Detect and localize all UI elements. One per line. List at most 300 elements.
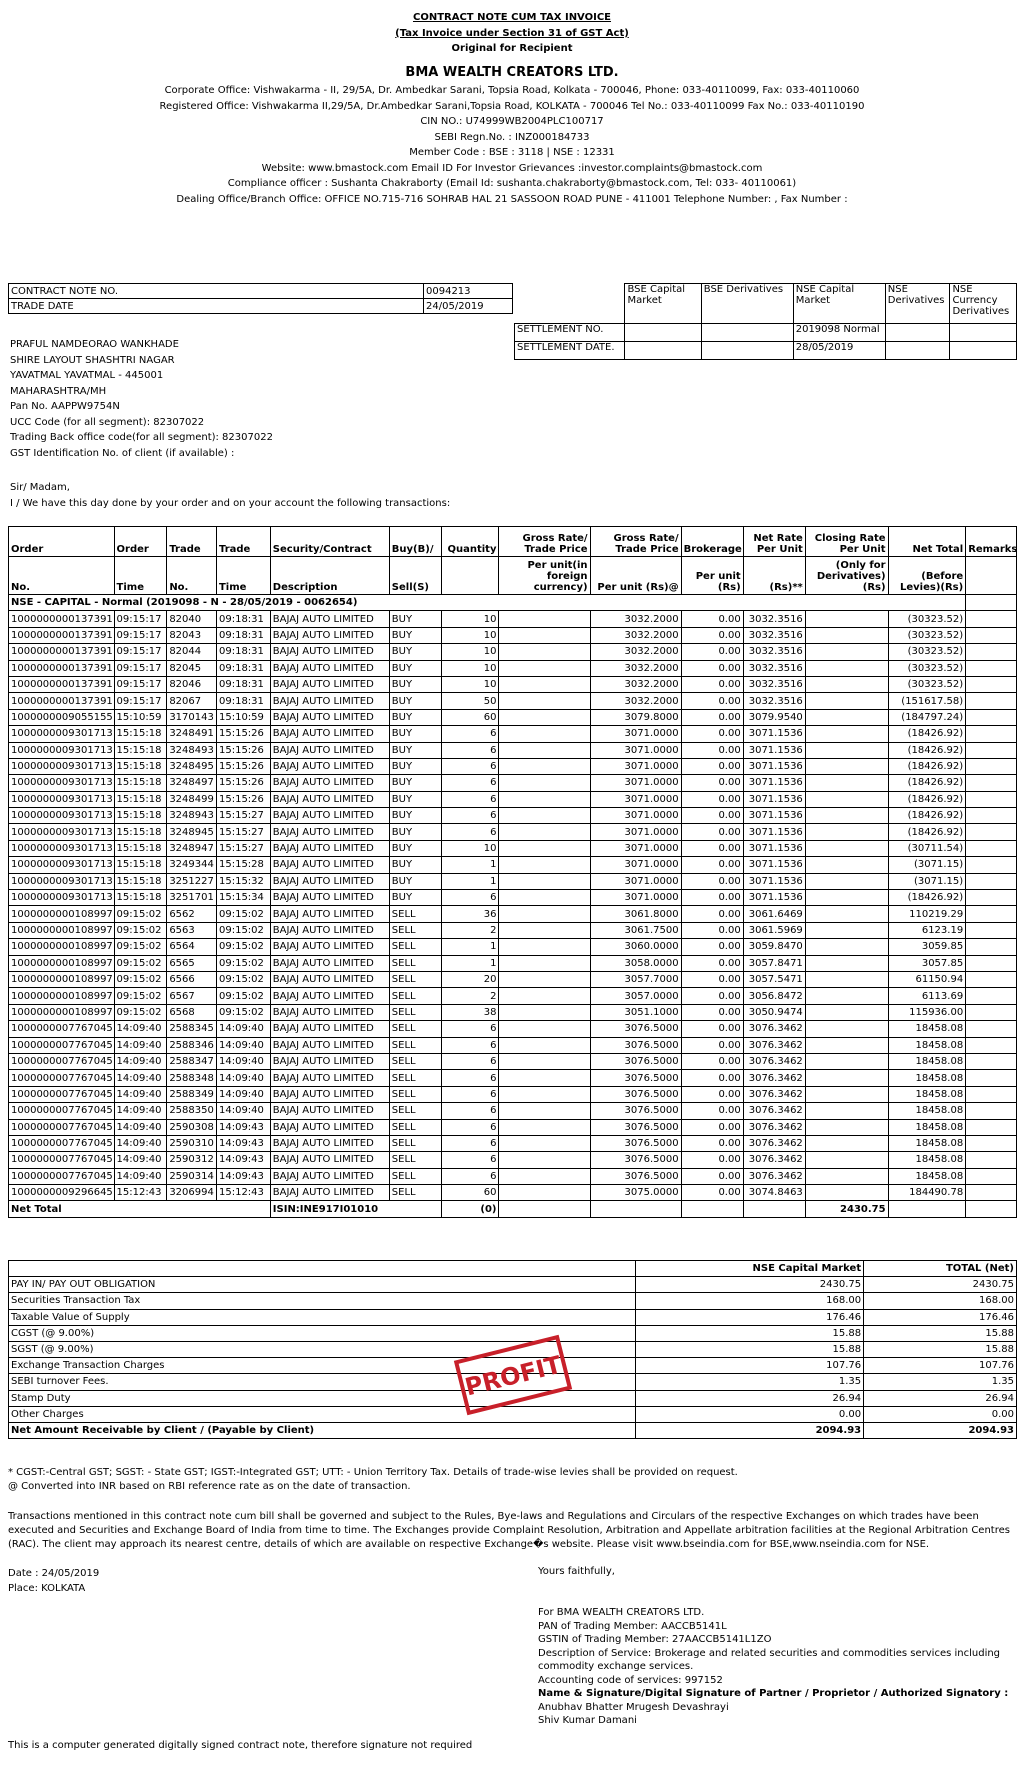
column-subheader [441, 557, 499, 595]
table-cell: SELL [389, 1021, 441, 1037]
contract-note-value: 0094213 [424, 284, 513, 299]
table-cell: 10 [441, 676, 499, 692]
table-cell: 0.00 [681, 971, 743, 987]
table-cell: 0.00 [681, 873, 743, 889]
table-cell-remarks [966, 988, 1017, 1004]
table-cell [805, 1103, 888, 1119]
table-cell [499, 1168, 590, 1184]
column-subheader: (Only for Derivatives) (Rs) [805, 557, 888, 595]
table-row [9, 791, 1017, 807]
table-cell: 1000000007767045 [9, 1135, 115, 1151]
table-cell: 50 [441, 693, 499, 709]
table-cell: 1000000000108997 [9, 1004, 115, 1020]
table-cell [805, 840, 888, 856]
table-cell: 2590312 [167, 1152, 217, 1168]
summary-row [9, 1293, 1017, 1309]
table-cell: 15:15:18 [114, 758, 167, 774]
client-state: MAHARASHTRA/MH [10, 385, 107, 397]
trade-date-value: 24/05/2019 [424, 299, 513, 314]
table-cell [499, 1185, 590, 1201]
table-cell: 1000000000108997 [9, 971, 115, 987]
net-quantity: (0) [441, 1201, 499, 1217]
table-cell: 09:15:02 [114, 922, 167, 938]
table-cell: 2588348 [167, 1070, 217, 1086]
column-header: Gross Rate/ Trade Price [590, 527, 681, 557]
table-cell: BUY [389, 758, 441, 774]
table-cell: 3071.0000 [590, 873, 681, 889]
table-cell-remarks [966, 939, 1017, 955]
table-cell: 14:09:43 [216, 1168, 270, 1184]
table-cell: 3076.3462 [743, 1037, 805, 1053]
table-cell: 3076.5000 [590, 1037, 681, 1053]
table-row [9, 1021, 1017, 1037]
table-cell [805, 922, 888, 938]
column-subheader: No. [9, 557, 115, 595]
table-cell: 1 [441, 939, 499, 955]
table-cell: 0.00 [681, 758, 743, 774]
table-cell: 82045 [167, 660, 217, 676]
table-cell-remarks [966, 1086, 1017, 1102]
table-cell: 1000000007767045 [9, 1053, 115, 1069]
summary-label: SEBI turnover Fees. [9, 1374, 636, 1390]
table-row [9, 1185, 1017, 1201]
table-cell: 14:09:40 [216, 1070, 270, 1086]
column-subheader: (Rs)** [743, 557, 805, 595]
table-cell-remarks [966, 791, 1017, 807]
table-cell: (18426.92) [888, 726, 966, 742]
table-row [9, 971, 1017, 987]
table-cell: 3071.0000 [590, 824, 681, 840]
table-cell: 6 [441, 1152, 499, 1168]
table-row [9, 758, 1017, 774]
table-cell: SELL [389, 1135, 441, 1151]
table-cell: SELL [389, 1168, 441, 1184]
table-cell: 0.00 [681, 709, 743, 725]
empty-cell [590, 1201, 681, 1217]
table-cell: 09:15:02 [216, 988, 270, 1004]
column-subheader: No. [167, 557, 217, 595]
table-cell: 3050.9474 [743, 1004, 805, 1020]
table-cell-remarks [966, 1185, 1017, 1201]
table-cell: 3071.1536 [743, 775, 805, 791]
table-cell: SELL [389, 1152, 441, 1168]
table-cell: 1 [441, 857, 499, 873]
summary-label: Securities Transaction Tax [9, 1293, 636, 1309]
table-cell: 15:15:18 [114, 857, 167, 873]
column-header: Order [9, 527, 115, 557]
table-cell: 0.00 [681, 644, 743, 660]
table-cell: 10 [441, 644, 499, 660]
table-cell: 18458.08 [888, 1135, 966, 1151]
table-cell: BUY [389, 726, 441, 742]
table-cell: BAJAJ AUTO LIMITED [270, 1021, 389, 1037]
table-cell [499, 676, 590, 692]
table-cell: 14:09:40 [114, 1168, 167, 1184]
table-row [9, 824, 1017, 840]
table-cell: 09:18:31 [216, 611, 270, 627]
segment-bse-capital: BSE Capital Market [625, 284, 701, 324]
table-cell: 38 [441, 1004, 499, 1020]
gst-note: * CGST:-Central GST; SGST: - State GST; IGST:-Integrated GST; UTT: - Union Territory Tax. Details of trade-wise levies shall be provided on request. [8, 1467, 738, 1478]
table-cell: 0.00 [681, 1070, 743, 1086]
table-cell [499, 1004, 590, 1020]
column-header: Quantity [441, 527, 499, 557]
table-cell: BAJAJ AUTO LIMITED [270, 824, 389, 840]
footer-date: Date : 24/05/2019 [8, 1568, 100, 1579]
table-cell: 3032.2000 [590, 676, 681, 692]
table-cell [499, 693, 590, 709]
table-cell: 0.00 [681, 939, 743, 955]
table-cell: 6 [441, 726, 499, 742]
summary-total: 15.88 [864, 1341, 1017, 1357]
summary-label: Taxable Value of Supply [9, 1309, 636, 1325]
table-cell: 3071.1536 [743, 873, 805, 889]
summary-row [9, 1325, 1017, 1341]
table-cell: 09:18:31 [216, 676, 270, 692]
table-cell: 14:09:40 [114, 1070, 167, 1086]
table-cell: 3076.5000 [590, 1103, 681, 1119]
table-cell: 3060.0000 [590, 939, 681, 955]
table-cell: 10 [441, 840, 499, 856]
table-cell: 1000000009301713 [9, 824, 115, 840]
table-cell [805, 1185, 888, 1201]
table-cell [805, 955, 888, 971]
summary-total: 2430.75 [864, 1277, 1017, 1293]
table-cell: 1000000009301713 [9, 775, 115, 791]
table-cell: BAJAJ AUTO LIMITED [270, 1103, 389, 1119]
table-cell-remarks [966, 726, 1017, 742]
table-cell [805, 676, 888, 692]
table-cell: 3071.0000 [590, 857, 681, 873]
table-cell: 2588350 [167, 1103, 217, 1119]
table-cell [499, 971, 590, 987]
table-cell: (18426.92) [888, 824, 966, 840]
table-cell: 1000000000137391 [9, 627, 115, 643]
table-cell: 2 [441, 988, 499, 1004]
summary-total: 15.88 [864, 1325, 1017, 1341]
table-cell: 3032.2000 [590, 644, 681, 660]
table-cell: 1000000000108997 [9, 955, 115, 971]
table-row [9, 1168, 1017, 1184]
table-cell: 3251227 [167, 873, 217, 889]
table-cell: 3248499 [167, 791, 217, 807]
table-cell-remarks [966, 955, 1017, 971]
table-cell: 3032.2000 [590, 627, 681, 643]
table-cell: BAJAJ AUTO LIMITED [270, 1037, 389, 1053]
table-cell: BAJAJ AUTO LIMITED [270, 676, 389, 692]
table-cell: 15:15:27 [216, 824, 270, 840]
table-cell: 1000000009301713 [9, 873, 115, 889]
table-cell [499, 1152, 590, 1168]
table-cell: 14:09:40 [114, 1086, 167, 1102]
empty-cell [499, 1201, 590, 1217]
table-cell [499, 644, 590, 660]
table-cell: 15:15:18 [114, 775, 167, 791]
table-cell: BUY [389, 742, 441, 758]
table-row [9, 890, 1017, 906]
table-cell [805, 1086, 888, 1102]
table-cell: 15:15:27 [216, 808, 270, 824]
table-cell: BAJAJ AUTO LIMITED [270, 1152, 389, 1168]
net-amount-nse: 2094.93 [636, 1422, 864, 1438]
table-cell-remarks [966, 676, 1017, 692]
table-cell: 2588347 [167, 1053, 217, 1069]
table-cell: 0.00 [681, 660, 743, 676]
table-cell: 110219.29 [888, 906, 966, 922]
table-cell: (3071.15) [888, 857, 966, 873]
segment-bse-derivatives: BSE Derivatives [701, 284, 793, 324]
summary-row [9, 1309, 1017, 1325]
table-cell: BAJAJ AUTO LIMITED [270, 611, 389, 627]
table-cell: 0.00 [681, 1103, 743, 1119]
table-cell: 6562 [167, 906, 217, 922]
table-row [9, 627, 1017, 643]
column-header: Net Total [888, 527, 966, 557]
inr-note: @ Converted into INR based on RBI reference rate as on the date of transaction. [8, 1481, 411, 1492]
summary-nse: 107.76 [636, 1358, 864, 1374]
table-cell: (30323.52) [888, 644, 966, 660]
table-cell: 3248943 [167, 808, 217, 824]
terms-paragraph: Transactions mentioned in this contract note cum bill shall be governed and subject to the Rules, Bye-laws and Regulations and Circulars of the respective Exchanges on which trades have been executed and Securities and Exchange Board of India from time to time. The Exchanges provide Complaint Resolution, Arbitration and Appellate arbitration facilities at the Regional Arbitration Centres (RAC). The client may approach its nearest centre, details of which are available on respective Exchange�s website. Please visit www.bseindia.com for BSE,www.nseindia.com for NSE. [8, 1511, 1010, 1550]
empty-cell [966, 1201, 1017, 1217]
table-cell [805, 1168, 888, 1184]
table-cell: 36 [441, 906, 499, 922]
summary-row [9, 1406, 1017, 1422]
client-name: PRAFUL NAMDEORAO WANKHADE [10, 339, 179, 350]
table-cell-remarks [966, 824, 1017, 840]
table-cell: 3058.0000 [590, 955, 681, 971]
table-cell: 184490.78 [888, 1185, 966, 1201]
table-cell: 3032.3516 [743, 644, 805, 660]
table-cell: 1000000000137391 [9, 611, 115, 627]
table-cell: 3061.6469 [743, 906, 805, 922]
table-cell: 6566 [167, 971, 217, 987]
table-cell: 1000000000137391 [9, 676, 115, 692]
salutation-line-2: I / We have this day done by your order and on your account the following transactions: [10, 497, 451, 509]
table-cell: 3071.0000 [590, 791, 681, 807]
table-cell: 15:15:18 [114, 742, 167, 758]
table-cell: 6568 [167, 1004, 217, 1020]
table-cell: 6 [441, 1070, 499, 1086]
table-cell: 09:15:17 [114, 627, 167, 643]
date-place [8, 1566, 99, 1596]
copy-label: Original for Recipient [451, 43, 573, 54]
table-cell: SELL [389, 1103, 441, 1119]
table-cell: 15:15:28 [216, 857, 270, 873]
table-cell: 15:15:26 [216, 775, 270, 791]
table-cell-remarks [966, 808, 1017, 824]
column-header: Order [114, 527, 167, 557]
compliance-officer: Compliance officer : Sushanta Chakraborty (Email Id: sushanta.chakraborty@bmastock.com, Tel: 033- 40110061) [227, 178, 797, 189]
table-cell-remarks [966, 840, 1017, 856]
table-cell: 3206994 [167, 1185, 217, 1201]
table-cell: 14:09:43 [216, 1119, 270, 1135]
table-cell: 2588345 [167, 1021, 217, 1037]
table-cell: 14:09:40 [114, 1135, 167, 1151]
table-cell [805, 857, 888, 873]
summary-nse: 2430.75 [636, 1277, 864, 1293]
table-row [9, 1119, 1017, 1135]
table-cell: 6 [441, 1135, 499, 1151]
table-cell: BAJAJ AUTO LIMITED [270, 955, 389, 971]
table-cell [499, 955, 590, 971]
table-cell: 1000000000108997 [9, 922, 115, 938]
table-cell: 3076.3462 [743, 1086, 805, 1102]
table-cell: 09:15:17 [114, 676, 167, 692]
empty-cell [681, 1201, 743, 1217]
column-subheader: Per unit (Rs) [681, 557, 743, 595]
table-cell: 18458.08 [888, 1021, 966, 1037]
table-cell-remarks [966, 1021, 1017, 1037]
table-cell: 0.00 [681, 808, 743, 824]
table-cell: 1000000009301713 [9, 758, 115, 774]
table-cell: 09:15:02 [114, 1004, 167, 1020]
summary-total: 168.00 [864, 1293, 1017, 1309]
table-cell: 3076.3462 [743, 1070, 805, 1086]
table-cell: 3248497 [167, 775, 217, 791]
table-cell: 3032.3516 [743, 660, 805, 676]
table-row [9, 939, 1017, 955]
table-cell: 2588346 [167, 1037, 217, 1053]
table-cell [805, 1037, 888, 1053]
table-cell: BAJAJ AUTO LIMITED [270, 1168, 389, 1184]
table-cell: 14:09:40 [216, 1053, 270, 1069]
client-gst: GST Identification No. of client (if available) : [10, 447, 235, 459]
table-cell: BUY [389, 709, 441, 725]
table-cell: 14:09:40 [114, 1053, 167, 1069]
table-cell: BAJAJ AUTO LIMITED [270, 742, 389, 758]
table-cell: (30323.52) [888, 611, 966, 627]
table-cell [805, 1152, 888, 1168]
column-subheader: Time [216, 557, 270, 595]
table-cell: 0.00 [681, 955, 743, 971]
table-cell: 1000000009301713 [9, 791, 115, 807]
table-cell [499, 840, 590, 856]
summary-total: 176.46 [864, 1309, 1017, 1325]
table-cell: 15:15:18 [114, 840, 167, 856]
table-cell: 3076.5000 [590, 1021, 681, 1037]
table-cell: 2590308 [167, 1119, 217, 1135]
table-cell: 3076.5000 [590, 1053, 681, 1069]
summary-nse: 15.88 [636, 1341, 864, 1357]
summary-nse: 176.46 [636, 1309, 864, 1325]
table-cell: 3076.3462 [743, 1152, 805, 1168]
table-cell: BAJAJ AUTO LIMITED [270, 1070, 389, 1086]
net-total-label: Net Total [9, 1201, 271, 1217]
table-cell: 14:09:40 [216, 1086, 270, 1102]
table-cell: SELL [389, 1070, 441, 1086]
table-cell: 3071.0000 [590, 890, 681, 906]
table-cell: SELL [389, 1086, 441, 1102]
table-row [9, 988, 1017, 1004]
table-cell: 3076.3462 [743, 1021, 805, 1037]
table-cell: 3074.8463 [743, 1185, 805, 1201]
table-cell: 15:15:26 [216, 726, 270, 742]
table-cell: 3076.3462 [743, 1168, 805, 1184]
table-cell: 15:10:59 [216, 709, 270, 725]
table-cell: BAJAJ AUTO LIMITED [270, 1119, 389, 1135]
table-cell: 15:15:34 [216, 890, 270, 906]
table-cell: 0.00 [681, 1152, 743, 1168]
net-amount-label: Net Amount Receivable by Client / (Payable by Client) [9, 1422, 636, 1438]
table-cell: 15:15:26 [216, 758, 270, 774]
section-remarks [966, 595, 1017, 611]
table-cell: 0.00 [681, 1053, 743, 1069]
table-cell: 60 [441, 709, 499, 725]
table-cell: 3032.2000 [590, 611, 681, 627]
table-row [9, 1103, 1017, 1119]
table-cell: BUY [389, 611, 441, 627]
table-cell: 3076.3462 [743, 1053, 805, 1069]
transactions-table [8, 526, 1017, 1218]
table-cell: 10 [441, 660, 499, 676]
service-description: Description of Service: Brokerage and related securities and commodities services including commodity exchange services. [538, 1647, 1001, 1672]
table-cell: SELL [389, 1004, 441, 1020]
table-cell: 3249344 [167, 857, 217, 873]
table-cell [805, 791, 888, 807]
table-cell: SELL [389, 906, 441, 922]
table-cell: 15:15:18 [114, 791, 167, 807]
table-cell: 09:18:31 [216, 660, 270, 676]
table-cell: 15:15:18 [114, 808, 167, 824]
table-cell: 0.00 [681, 988, 743, 1004]
table-cell: SELL [389, 1037, 441, 1053]
table-cell: 3071.0000 [590, 808, 681, 824]
summary-col-total: TOTAL (Net) [864, 1261, 1017, 1277]
table-cell: 14:09:40 [216, 1021, 270, 1037]
table-cell: 3057.8471 [743, 955, 805, 971]
table-cell: 1000000009055155 [9, 709, 115, 725]
table-cell: (18426.92) [888, 775, 966, 791]
table-cell: 0.00 [681, 857, 743, 873]
table-cell: BAJAJ AUTO LIMITED [270, 939, 389, 955]
table-cell: 09:15:02 [216, 971, 270, 987]
table-cell: 3076.5000 [590, 1135, 681, 1151]
table-cell: (18426.92) [888, 890, 966, 906]
table-cell: BUY [389, 660, 441, 676]
table-cell: 3079.9540 [743, 709, 805, 725]
table-cell: BAJAJ AUTO LIMITED [270, 1135, 389, 1151]
table-cell: 09:18:31 [216, 627, 270, 643]
table-cell: 15:15:27 [216, 840, 270, 856]
table-cell: 3248493 [167, 742, 217, 758]
table-cell: BAJAJ AUTO LIMITED [270, 1185, 389, 1201]
table-cell: 3051.1000 [590, 1004, 681, 1020]
table-cell: 0.00 [681, 1037, 743, 1053]
table-cell: 6565 [167, 955, 217, 971]
table-cell: 1000000000108997 [9, 906, 115, 922]
signatory-names-2: Shiv Kumar Damani [538, 1715, 637, 1726]
trading-member-gstin: GSTIN of Trading Member: 27AACCB5141L1ZO [538, 1634, 772, 1645]
table-cell: 18458.08 [888, 1037, 966, 1053]
table-cell: 09:15:17 [114, 660, 167, 676]
table-cell: 09:15:02 [216, 1004, 270, 1020]
table-cell: SELL [389, 971, 441, 987]
table-cell: 6 [441, 824, 499, 840]
table-cell: 09:18:31 [216, 693, 270, 709]
table-cell: SELL [389, 922, 441, 938]
salutation-line-1: Sir/ Madam, [10, 482, 70, 493]
table-cell: (30323.52) [888, 660, 966, 676]
table-cell: 3248495 [167, 758, 217, 774]
contract-note-label: CONTRACT NOTE NO. [9, 284, 424, 299]
table-cell: BAJAJ AUTO LIMITED [270, 726, 389, 742]
settlement-date-label: SETTLEMENT DATE. [515, 342, 625, 360]
table-cell: 3076.5000 [590, 1152, 681, 1168]
table-cell: 115936.00 [888, 1004, 966, 1020]
table-cell: 6567 [167, 988, 217, 1004]
table-cell: 18458.08 [888, 1103, 966, 1119]
